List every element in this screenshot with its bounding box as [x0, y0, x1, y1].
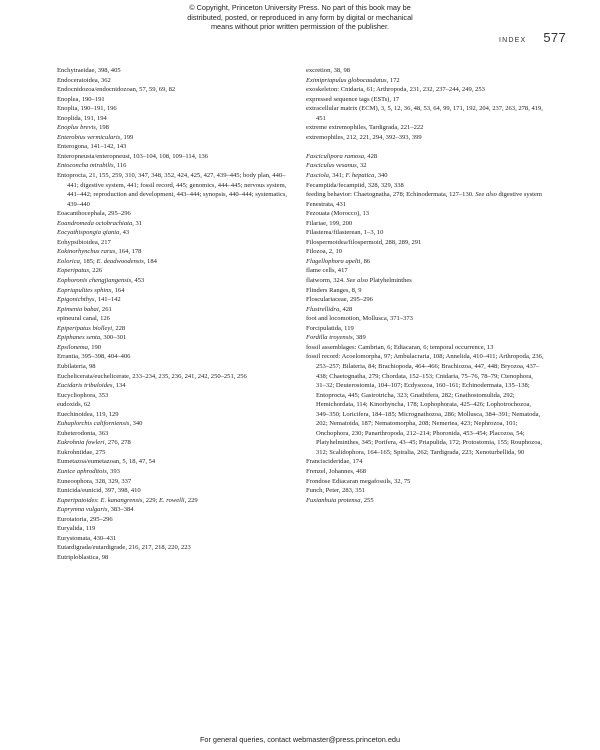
index-entry: [57, 515, 289, 525]
index-entry-text: Eurystomata, 430–431: [57, 534, 117, 542]
index-entry-italic-text: Eocyathispongia qiania: [57, 229, 120, 237]
index-entry-italic-text: Euprymna vulgaris: [57, 506, 108, 514]
index-entry: [57, 400, 289, 410]
index-entry: [57, 372, 289, 382]
index-entry-text: , 172: [386, 76, 400, 84]
index-entry: [57, 152, 289, 162]
index-entry-text: , 300–301: [100, 334, 127, 342]
index-entry-text: , 141–142: [94, 296, 121, 304]
index-entry-text: Enoplea, 190–191: [57, 95, 105, 103]
index-entry-text: Euryalida, 119: [57, 525, 96, 533]
index-entry: [57, 343, 289, 353]
index-entry-text: Euheterodonta, 363: [57, 429, 109, 437]
copyright-notice: [0, 3, 600, 32]
index-entry: [306, 66, 544, 76]
index-entry: [306, 76, 544, 86]
index-entry: [57, 76, 289, 86]
index-entry: [57, 524, 289, 534]
index-entry: [57, 228, 289, 238]
index-entry: [306, 190, 544, 200]
index-entry: [57, 429, 289, 439]
index-entry: [306, 104, 544, 123]
index-entry-text: Flosculariaceae, 295–296: [306, 296, 373, 304]
index-entry: [57, 266, 289, 276]
index-entry: [57, 448, 289, 458]
index-entry: [306, 333, 544, 343]
index-entry-text: Filariae, 199, 200: [306, 219, 353, 227]
index-entry-text: , 428: [364, 152, 378, 160]
index-entry-text: Euechinoidea, 119, 129: [57, 410, 119, 418]
index-entry: [306, 457, 544, 467]
index-entry-text: exoskeleton: Cnidaria, 61; Arthropoda, 231, 232, 237–244, 249, 253: [306, 86, 485, 94]
index-entry-text: , 199: [120, 133, 134, 141]
index-entry-text: Eukrohniidae, 275: [57, 448, 106, 456]
index-entry: [57, 104, 289, 114]
index-entry-text: Forcipulatida, 119: [306, 324, 354, 332]
index-entry-italic-text: Fordilla troyensis: [306, 334, 353, 342]
index-entry: [57, 95, 289, 105]
index-entry: [57, 391, 289, 401]
index-entry-italic-text: E. deadwoodensis: [96, 257, 144, 265]
index-entry-text: Filasterea/filasterean, 1–3, 10: [306, 229, 384, 237]
index-entry-text: feeding behavior: Chaetognatha, 278; Echinodermata, 127–130.: [306, 191, 476, 199]
index-entry-text: epineural canal, 126: [57, 315, 110, 323]
index-entry-text: extreme extremophiles, Tardigrada, 221–222: [306, 124, 424, 132]
index-entry-text: Eubilateria, 98: [57, 362, 96, 370]
index-entry-text: flatworm, 324.: [306, 277, 347, 285]
index-entry: [57, 133, 289, 143]
index-entry: [57, 496, 289, 506]
copyright-line: means without prior written permission of the publisher.: [210, 22, 390, 32]
index-entry: [57, 305, 289, 315]
copyright-line: © Copyright, Princeton University Press. No part of this book may be: [189, 3, 411, 12]
index-entry-italic-text: Eukrohnia fowleri: [57, 439, 105, 447]
index-entry: [306, 324, 544, 334]
index-entry: [57, 66, 289, 76]
index-entry: [57, 171, 289, 209]
index-entry-text: , 453: [131, 277, 145, 285]
copyright-line: distributed, posted, or reproduced in any form by digital or mechanical: [187, 12, 413, 22]
index-column-left: [57, 66, 289, 562]
index-entry: [57, 438, 289, 448]
index-entry-text: foot and locomotion, Mollusca, 371–373: [306, 315, 413, 323]
index-entry: [57, 142, 289, 152]
index-entry-text: Enchytraeidae, 398, 405: [57, 67, 121, 74]
index-entry-italic-text: Fasciola: [306, 172, 329, 180]
index-entry-text: Funch, Peter, 283, 351: [306, 487, 366, 495]
index-entry: [57, 161, 289, 171]
index-entry-text: , 389: [352, 334, 366, 342]
index-entry: [57, 534, 289, 544]
index-entry: [57, 85, 289, 95]
index-entry-text: , 276, 278: [104, 439, 131, 447]
index-entry-text: , 340: [129, 420, 143, 428]
index-entry-italic-text: Euhaplorchis californiensis: [57, 420, 130, 428]
index-entry-text: Eohypsibioidea, 217: [57, 238, 111, 246]
index-entry-text: , 184: [143, 257, 157, 265]
index-entry: [57, 123, 289, 133]
index-entry: [306, 266, 544, 276]
index-entry-italic-text: Eucidaris tribuloides: [57, 382, 113, 390]
index-entry: [57, 410, 289, 420]
index-entry-italic-text: Eoperipatus: [57, 267, 90, 275]
index-entry-italic-text: Eopriapulites sphinx: [57, 286, 112, 294]
index-entry: [57, 257, 289, 267]
index-entry: [306, 496, 544, 506]
index-entry-text: , 116: [113, 162, 127, 170]
index-entry: [306, 171, 544, 181]
index-entry-text: , 190: [87, 343, 102, 351]
index-entry-text: flame cells, 417: [306, 267, 348, 275]
index-entry-italic-text: See also: [346, 277, 369, 285]
index-entry-text: , 261: [98, 305, 112, 313]
index-entry: [57, 477, 289, 487]
index-entry: [57, 381, 289, 391]
index-entry-text: Enoplida, 191, 194: [57, 114, 107, 122]
index-entry: [306, 123, 544, 133]
index-entry-italic-text: Epimenia babai: [57, 305, 99, 313]
section-label: INDEX: [499, 37, 527, 44]
index-entry-text: Platyhelminthes: [368, 277, 412, 285]
index-entry-text: Endoceratoidea, 362: [57, 76, 111, 84]
index-entry: [57, 286, 289, 296]
index-entry-text: , 32: [356, 162, 367, 170]
index-entry: [306, 161, 544, 171]
index-entry: [306, 486, 544, 496]
index-entry-text: , 164, 178: [115, 248, 142, 256]
index-entry-text: Eunicida/eunicid, 397, 398, 410: [57, 487, 141, 495]
index-entry: [306, 314, 544, 324]
footer-contact: For general queries, contact webmaster@press.princeton.edu: [199, 735, 401, 744]
index-entry-italic-text: Eolorica: [57, 257, 80, 265]
index-entry-text: Frenzel, Johannes, 468: [306, 467, 366, 475]
index-entry-text: Eurotatoria, 295–296: [57, 515, 113, 523]
index-entry-italic-text: Epigonichthys: [57, 296, 95, 304]
index-entry-text: , 31: [132, 219, 143, 227]
index-entry-text: , 185;: [79, 257, 97, 265]
index-entry: [306, 295, 544, 305]
index-entry-italic-text: Eximipriapulus globocaudatus: [306, 76, 387, 84]
index-entry-text: fossil record: Acoelomorpha, 97; Ambulacraria, 108; Annelida, 410–411; Arthropoda, 236, 253–257; Bilateria, 84; Brachiopoda, 464–466; Brachiozoa, 447, 448; Bryozoa, 437–438; Chaetognatha, 279; Chordata, 152–153; Cnidaria, 75–76, 78–79; Ctenophora, 31–32; Deuterostomia, 104–107; Ecdysozoa, 160–161; Echinodermata, 135–138; Entoprocta, 445; Gastrotricha, 323; Gnathifera, 282; Gnathostomulida, 292; Hemichordata, 114; Kinorhyncha, 178; Lophophorata, 425–426; Lophotrochozoa, 349–350; Loricifera, 184–185; Micrognathozoa, 286; Mollusca, 384–391; Nematoda, 202; Nematoida, 187; Nematomorpha, 208; Nemertea, 423; Nephrozoa, 101; Onchophora, 230; Panarthropoda, 212–214; Phoronida, 453–454; Placozoa, 54; Platyhelminthes, 345; Porifera, 43–45; Priapulida, 172; Protostomia, 155; Rouphozoa, 312; Scalidophora, 164–165; Spiralia, 262; Tardigrada, 223; Xenoturbellida, 90: [306, 353, 544, 456]
index-entry: [57, 219, 289, 229]
index-entry-text: , 43: [119, 229, 130, 237]
index-entry: [306, 85, 544, 95]
index-entry-text: Filozoa, 2, 10: [306, 248, 343, 256]
running-head: [499, 30, 566, 45]
index-entry-text: , 228: [112, 324, 126, 332]
index-entry: [306, 133, 544, 143]
index-entry-text: Eucycliophora, 353: [57, 391, 109, 399]
index-entry: [57, 295, 289, 305]
index-entry-text: , 226: [89, 267, 103, 275]
index-entry: [306, 286, 544, 296]
index-entry: [306, 152, 544, 162]
index-entry: [57, 114, 289, 124]
index-entry-text: Eoacanthocephala, 295–296: [57, 210, 131, 218]
index-entry-text: , 229;: [142, 496, 159, 504]
index-entry-text: , 229: [184, 496, 198, 504]
index-entry-italic-text: Eophoronis chengjiangensis: [57, 277, 132, 285]
index-entry: [57, 238, 289, 248]
index-entry-text: , 428: [339, 305, 353, 313]
index-entry: [57, 209, 289, 219]
index-entry-italic-text: Euperipatoides: [57, 496, 98, 504]
index-entry-text: , 198: [95, 124, 109, 132]
index-entry-text: , 393: [106, 467, 120, 475]
index-entry-text: Enterogona, 141–142, 143: [57, 143, 127, 151]
index-entry: [57, 314, 289, 324]
index-entry-text: , 255: [360, 496, 374, 504]
index-entry: [306, 228, 544, 238]
index-entry-text: Franciscideridae, 174: [306, 458, 363, 466]
index-entry-italic-text: Epiperipatus biolleyi: [57, 324, 113, 332]
index-entry: [306, 219, 544, 229]
index-entry: [57, 419, 289, 429]
index-entry-text: extremophiles, 212, 221, 294, 392–393, 399: [306, 133, 422, 141]
index-entry-text: Errantia, 395–398, 404–406: [57, 353, 131, 361]
index-entry-italic-text: Flustrellidra: [306, 305, 340, 313]
page-number: 577: [543, 30, 566, 45]
index-entry: [306, 343, 544, 353]
index-entry-text: Flinders Ranges, 8, 9: [306, 286, 362, 294]
index-entry-text: Eutardigrada/eutardigrade, 216, 217, 218, 220, 223: [57, 544, 191, 552]
index-entry: [57, 247, 289, 257]
index-entry-italic-text: Enterobius vermicularis: [57, 133, 121, 141]
index-entry-italic-text: E. rowelli: [159, 496, 185, 504]
index-entry-text: , 164: [111, 286, 125, 294]
index-entry-italic-text: Epsilonema: [57, 343, 88, 351]
index-entry-text: , 86: [360, 257, 371, 265]
index-entry-italic-text: E. kanangrensis: [100, 496, 143, 504]
index-entry-text: , 340: [374, 172, 388, 180]
index-entry-italic-text: Eokinorhynchus rarus: [57, 248, 116, 256]
index-entry-text: Euchelicerata/euchelicerate, 233–234, 235, 236, 241, 242, 250–251, 256: [57, 372, 247, 380]
index-entry-text: Eutriploblastica, 98: [57, 553, 109, 561]
index-entry-text: Filospermoidea/filospermoid, 288, 289, 291: [306, 238, 422, 246]
index-entry: [57, 553, 289, 563]
index-entry: [57, 505, 289, 515]
index-entry: [57, 362, 289, 372]
index-entry-text: Entoprocta, 21, 155, 259, 310, 347, 348, 352, 424, 425, 427, 439–445; body plan, 440–441; digestive system, 441; fossil record, 445; genomics, 444–445; nervous system, 441–442; reproduction and development, 443–444; synopsis, 440–444; systematics, 439–440: [57, 172, 288, 208]
index-entry-italic-text: Fuxianhuia protensa: [306, 496, 361, 504]
index-entry: [57, 276, 289, 286]
index-entry: [306, 238, 544, 248]
index-entry: [57, 543, 289, 553]
index-letter-gap: [306, 142, 544, 152]
index-entry: [306, 95, 544, 105]
index-entry-text: excretion, 38, 98: [306, 67, 350, 74]
index-entry-italic-text: Eunice aphroditois: [57, 467, 107, 475]
index-entry-text: extracellular matrix (ECM), 3, 5, 12, 36, 48, 53, 64, 99, 171, 192, 204, 237, 263, 278, 419, 451: [306, 105, 543, 122]
index-entry-text: , 341;: [328, 172, 346, 180]
index-entry: [306, 276, 544, 286]
index-entry: [306, 467, 544, 477]
index-entry-text: , 383–384: [107, 506, 134, 514]
index-entry: [57, 457, 289, 467]
index-column-right: [306, 66, 544, 505]
index-entry-text: , 134: [112, 382, 126, 390]
index-entry-text: Enoplia, 190–191, 196: [57, 105, 117, 113]
index-entry-text: Enteropneusta/enteropneust, 103–104, 108, 109–114, 136: [57, 152, 209, 160]
index-entry-text: Endocnidozoa/endocnidozoan, 57, 59, 69, 82: [57, 86, 176, 94]
index-entry: [306, 247, 544, 257]
index-entry: [306, 200, 544, 210]
index-entry-text: expressed sequence tags (ESTs), 17: [306, 95, 400, 103]
index-entry-italic-text: F. hepatica: [345, 172, 375, 180]
index-entry: [57, 324, 289, 334]
index-entry: [306, 181, 544, 191]
index-entry-italic-text: Eoandromeda octobrachiata: [57, 219, 133, 227]
index-entry: [306, 352, 544, 457]
index-entry-text: Fenestrata, 431: [306, 200, 346, 208]
index-entry-italic-text: Flagellophora apelti: [306, 257, 361, 265]
index-entry: [57, 486, 289, 496]
index-entry-text: Fecampiida/fecampiid, 328, 329, 338: [306, 181, 404, 189]
index-entry-text: Fezouata (Morocco), 13: [306, 210, 370, 218]
index-entry-italic-text: Entoconcha mirabilis: [57, 162, 114, 170]
index-entry-italic-text: See also: [475, 191, 497, 199]
index-entry-text: Euneoophora, 328, 329, 337: [57, 477, 132, 485]
index-entry: [306, 257, 544, 267]
index-entry-text: :: [97, 496, 101, 504]
index-entry: [57, 352, 289, 362]
index-entry-text: Eumetazoa/eumetazoan, 5, 18, 47, 54: [57, 458, 156, 466]
index-entry-text: fossil assemblages: Cambrian, 6; Ediacaran, 6; temporal occurrence, 13: [306, 343, 494, 351]
index-entry-text: Frondose Ediacaran megafossils, 32, 75: [306, 477, 411, 485]
index-entry-italic-text: Enoplus brevis: [57, 124, 96, 132]
index-entry: [306, 477, 544, 487]
index-entry: [57, 333, 289, 343]
index-entry-text: eudoxids, 62: [57, 401, 91, 409]
index-entry: [57, 467, 289, 477]
index-entry: [306, 209, 544, 219]
index-entry-italic-text: Fasciculipora ramosa: [306, 152, 365, 160]
index-entry-text: digestive system: [496, 191, 543, 199]
index-entry: [306, 305, 544, 315]
index-entry-italic-text: Epiphanes senta: [57, 334, 101, 342]
index-entry-italic-text: Fasciculus vesanus: [306, 162, 357, 170]
